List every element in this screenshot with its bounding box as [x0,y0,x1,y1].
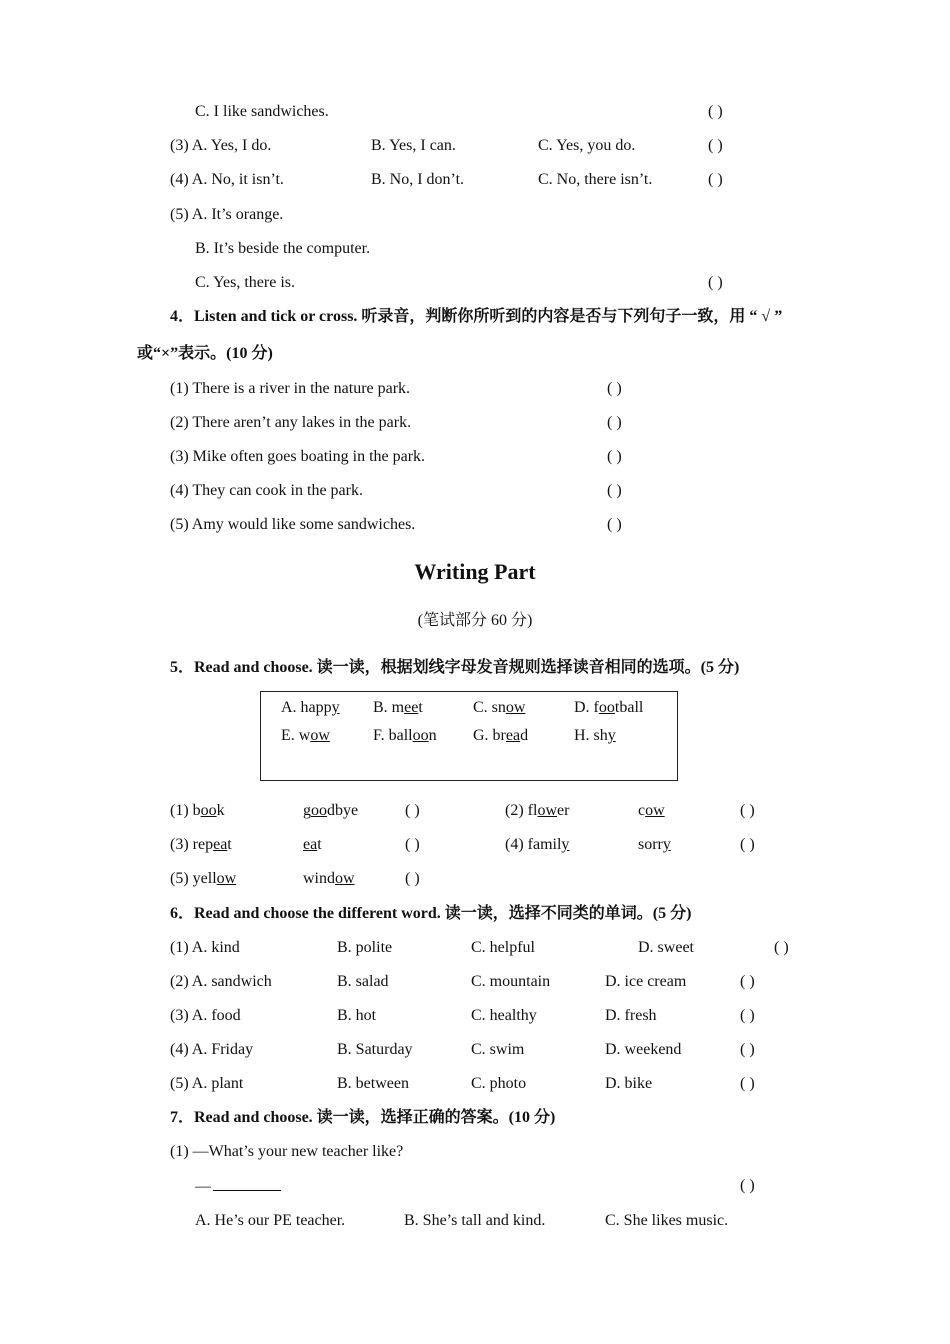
q3-item-option-c: C. I like sandwiches. [195,103,329,120]
q6-option-a: (1) A. kind [170,939,240,956]
answer-paren[interactable]: ( ) [607,516,622,533]
q5-pair-word1: (2) flower [505,802,570,819]
q3-item-5-option-b: B. It’s beside the computer. [195,240,371,257]
answer-paren[interactable]: ( ) [774,939,789,956]
section-title: Writing Part [414,559,536,584]
q5-option: A. happy [281,699,340,716]
answer-paren[interactable]: ( ) [708,137,723,154]
q3-item-3-option-c: C. Yes, you do. [538,137,636,154]
q5-option: B. meet [373,699,423,716]
section-subtitle: (笔试部分 60 分) [417,612,533,629]
answer-paren[interactable]: ( ) [740,836,755,853]
q5-pair-word1: (3) repeat [170,836,232,853]
q7-question: (1) —What’s your new teacher like? [170,1143,404,1160]
q5-pair-word1: (5) yellow [170,870,237,887]
q4-heading-cont: 或“×”表示。(10 分) [137,345,273,362]
q3-item-3-option-b: B. Yes, I can. [371,137,456,154]
q6-option-c: C. mountain [471,973,551,990]
q4-item: (3) Mike often goes boating in the park. [170,448,426,465]
q6-option-b: B. polite [337,939,393,956]
q7-option-a: A. He’s our PE teacher. [195,1212,346,1229]
q6-option-b: B. hot [337,1007,377,1024]
answer-blank[interactable] [213,1176,281,1191]
q6-option-c: C. swim [471,1041,525,1058]
q6-option-b: B. between [337,1075,409,1092]
answer-paren[interactable]: ( ) [740,1007,755,1024]
q5-pair-word2: window [303,870,355,887]
q6-option-c: C. helpful [471,939,535,956]
q7-answer-line: — [195,1176,281,1197]
q6-option-c: C. photo [471,1075,527,1092]
q7-heading: 7．Read and choose. 读一读，选择正确的答案。(10 分) [170,1109,556,1126]
answer-paren[interactable]: ( ) [405,870,420,887]
q7-option-b: B. She’s tall and kind. [404,1212,546,1229]
q5-pair-word2: sorry [638,836,671,853]
q5-pair-word2: eat [303,836,322,853]
q6-option-a: (2) A. sandwich [170,973,272,990]
answer-paren[interactable]: ( ) [740,1075,755,1092]
q5-option: E. wow [281,727,330,744]
answer-paren[interactable]: ( ) [708,171,723,188]
q5-heading: 5．Read and choose. 读一读，根据划线字母发音规则选择读音相同的选项。(5 分) [170,659,740,676]
q5-pair-word2: goodbye [303,802,359,819]
q4-heading: 4．Listen and tick or cross. 听录音，判断你所听到的内容是否与下列句子一致，用 “ √ ” [170,308,783,325]
answer-paren[interactable]: ( ) [740,802,755,819]
q6-heading: 6．Read and choose the different word. 读一读，选择不同类的单词。(5 分) [170,905,692,922]
q6-option-d: D. sweet [638,939,694,956]
q5-option: G. bread [473,727,529,744]
q6-option-b: B. salad [337,973,389,990]
q5-pair-word1: (1) book [170,802,225,819]
answer-paren[interactable]: ( ) [708,103,723,120]
q5-option: D. football [574,699,644,716]
q3-item-4-option-c: C. No, there isn’t. [538,171,653,188]
q3-item-4-option-a: (4) A. No, it isn’t. [170,171,284,188]
q5-option: C. snow [473,699,526,716]
q4-item: (2) There aren’t any lakes in the park. [170,414,412,431]
q6-option-d: D. weekend [605,1041,682,1058]
q6-option-a: (3) A. food [170,1007,241,1024]
answer-paren[interactable]: ( ) [405,802,420,819]
answer-paren[interactable]: ( ) [405,836,420,853]
q3-item-5-option-c: C. Yes, there is. [195,274,296,291]
q3-item-5-option-a: (5) A. It’s orange. [170,206,284,223]
q4-item: (5) Amy would like some sandwiches. [170,516,416,533]
q3-item-4-option-b: B. No, I don’t. [371,171,465,188]
answer-paren[interactable]: ( ) [607,482,622,499]
q6-option-d: D. ice cream [605,973,687,990]
q7-option-c: C. She likes music. [605,1212,729,1229]
q5-option: F. balloon [373,727,437,744]
q5-pair-word2: cow [638,802,665,819]
q3-item-3-option-a: (3) A. Yes, I do. [170,137,272,154]
q4-item: (1) There is a river in the nature park. [170,380,411,397]
answer-paren[interactable]: ( ) [708,274,723,291]
answer-paren[interactable]: ( ) [607,448,622,465]
q6-option-d: D. fresh [605,1007,657,1024]
answer-paren[interactable]: ( ) [607,380,622,397]
answer-paren[interactable]: ( ) [740,1177,755,1194]
q6-option-d: D. bike [605,1075,653,1092]
q6-option-c: C. healthy [471,1007,537,1024]
q6-option-a: (4) A. Friday [170,1041,254,1058]
answer-paren[interactable]: ( ) [740,973,755,990]
q5-pair-word1: (4) family [505,836,570,853]
q5-option: H. shy [574,727,616,744]
answer-paren[interactable]: ( ) [607,414,622,431]
answer-paren[interactable]: ( ) [740,1041,755,1058]
q6-option-a: (5) A. plant [170,1075,244,1092]
q6-option-b: B. Saturday [337,1041,413,1058]
q4-item: (4) They can cook in the park. [170,482,363,499]
